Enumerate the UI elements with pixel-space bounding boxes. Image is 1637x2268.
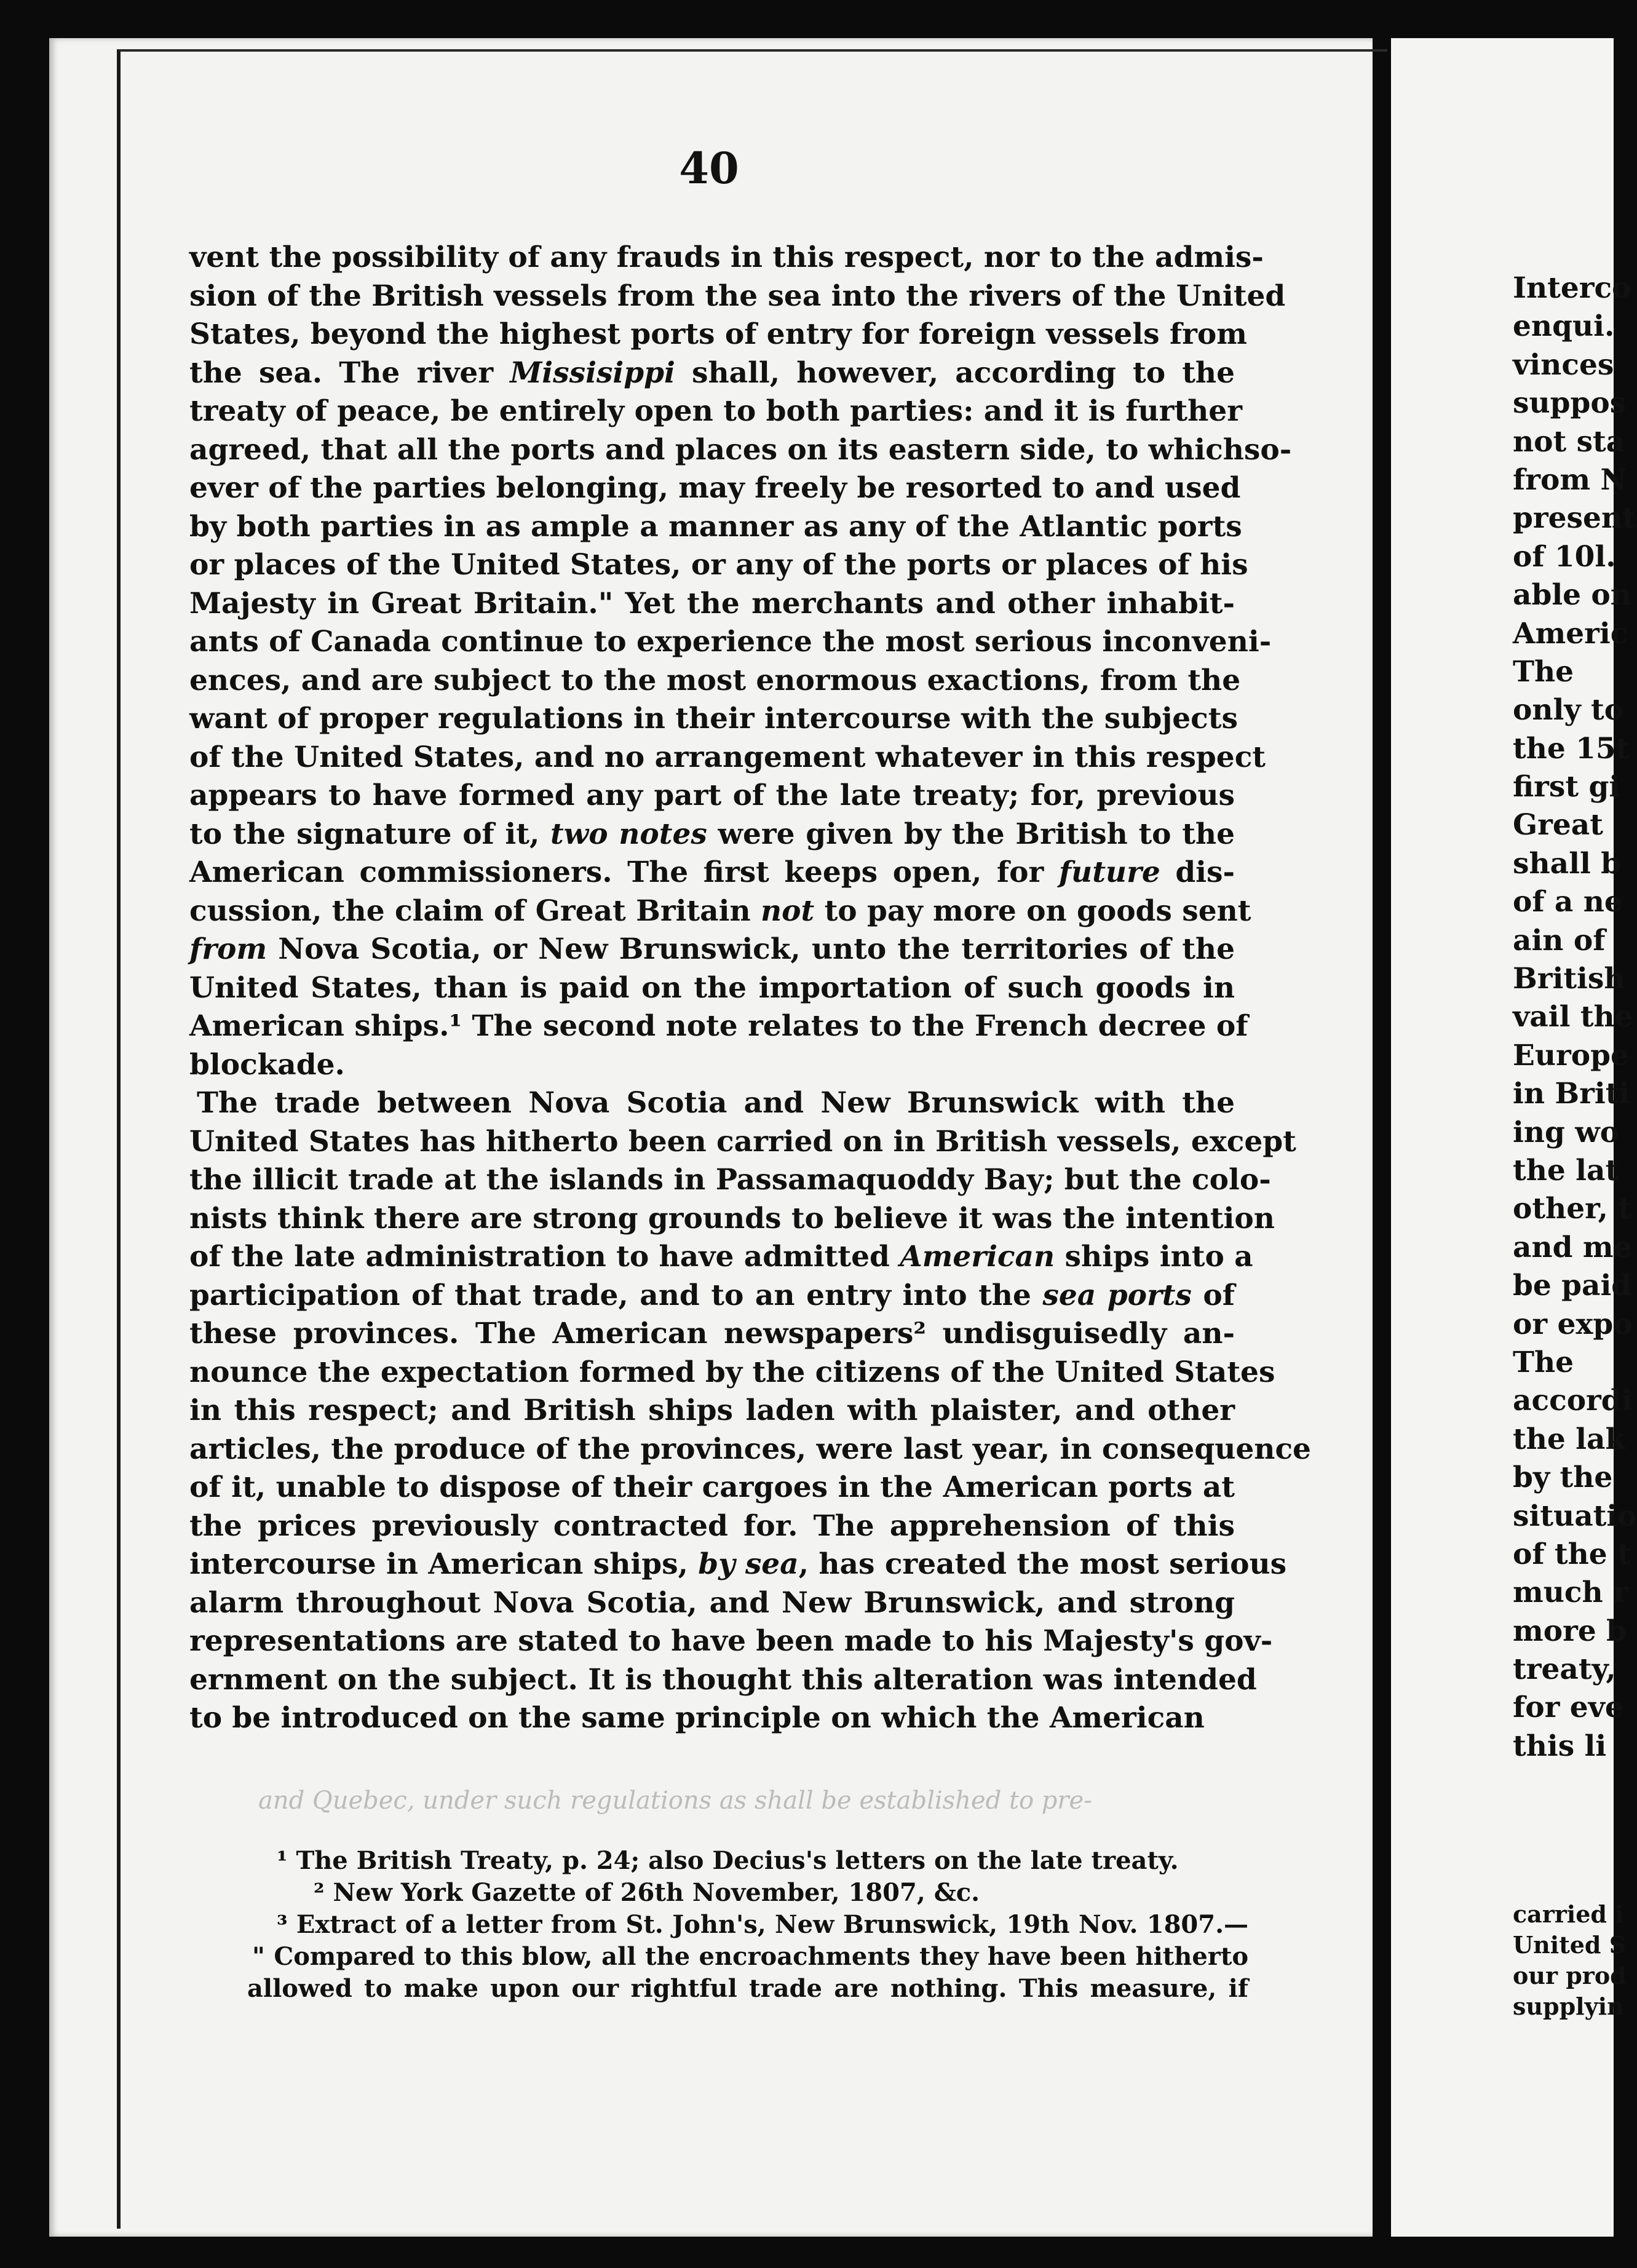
right-text-line: or expo (1513, 1307, 1633, 1341)
bleed-through-text: and Quebec, under such regulations as shall be established to pre- (258, 1786, 1092, 1815)
text-line: United States, than is paid on the importation of such goods in (189, 970, 1235, 1005)
text-line: cussion, the claim of Great Britain not to pay more on goods sent (189, 894, 1251, 928)
right-text-line: the lat (1513, 1153, 1619, 1188)
text-line: American commissioners. The first keeps open, for future dis- (189, 855, 1235, 889)
right-text-line: accordi (1513, 1384, 1633, 1418)
text-line: sion of the British vessels from the sea into the rivers of the United (189, 279, 1286, 313)
text-line: to the signature of it, two notes were given by the British to the (189, 817, 1235, 851)
right-text-line: from N (1513, 462, 1627, 497)
text-line: vent the possibility of any frauds in this respect, nor to the admis- (189, 240, 1264, 274)
text-line: from Nova Scotia, or New Brunswick, unto the territories of the (189, 932, 1235, 966)
text-line: nounce the expectation formed by the citizens of the United States (189, 1355, 1275, 1389)
text-line: of the United States, and no arrangement whatever in this respect (189, 740, 1266, 774)
text-line: American ships.¹ The second note relates to the French decree of (189, 1009, 1248, 1043)
right-text-line: suppos (1513, 386, 1627, 421)
right-text-line: ing wo (1513, 1115, 1620, 1149)
text-line: United States has hitherto been carried on in British vessels, except (189, 1124, 1296, 1159)
right-text-line: first gi (1513, 770, 1620, 804)
text-line: States, beyond the highest ports of entry for foreign vessels from (189, 317, 1247, 351)
right-text-line: The (1513, 654, 1574, 689)
text-line: participation of that trade, and to an entry into the sea ports of (189, 1278, 1235, 1312)
right-text-line: enqui. (1513, 309, 1615, 344)
text-line: in this respect; and British ships laden with plaister, and other (189, 1394, 1235, 1427)
right-text-line: present (1513, 501, 1636, 536)
text-line: ever of the parties belonging, may freely be resorted to and used (189, 471, 1241, 505)
text-line: representations are stated to have been made to his Majesty's gov- (189, 1624, 1273, 1658)
text-line: appears to have formed any part of the late treaty; for, previous (189, 779, 1235, 812)
right-text-line: not sta (1513, 424, 1625, 459)
text-line: or places of the United States, or any of the ports or places of his (189, 548, 1248, 582)
right-text-line: other, t (1513, 1192, 1631, 1226)
text-line: The trade between Nova Scotia and New Brunswick with the (197, 1086, 1235, 1120)
right-footnote-line: United S (1513, 1931, 1627, 1959)
right-text-line: of the t (1513, 1537, 1631, 1571)
right-text-line: for eve (1513, 1691, 1623, 1725)
footnote-line: ¹ The British Treaty, p. 24; also Decius's letters on the late treaty. (277, 1846, 1179, 1875)
right-text-line: of a ne (1513, 885, 1623, 919)
text-line: to be introduced on the same principle on which the American (189, 1701, 1205, 1735)
right-text-line: Great (1513, 808, 1603, 843)
text-line: these provinces. The American newspapers² undisguisedly an- (189, 1317, 1235, 1350)
text-line: ants of Canada continue to experience the most serious inconveni- (189, 625, 1272, 659)
text-line: of the late administration to have admitted American ships into a (189, 1240, 1253, 1274)
text-line: alarm throughout Nova Scotia, and New Brunswick, and strong (189, 1585, 1235, 1620)
text-line: Majesty in Great Britain." Yet the merchants and other inhabit- (189, 586, 1235, 621)
right-text-line: treaty, (1513, 1652, 1616, 1687)
text-line: the illicit trade at the islands in Passamaquoddy Bay; but the colo- (189, 1163, 1271, 1197)
right-text-line: The (1513, 1345, 1574, 1379)
right-text-line: able on (1513, 578, 1631, 613)
right-text-line: of 10l. (1513, 539, 1616, 574)
right-text-line: the 15t (1513, 731, 1630, 766)
text-line: treaty of peace, be entirely open to both parties: and it is further (189, 394, 1242, 428)
text-line: want of proper regulations in their intercourse with the subjects (189, 702, 1238, 736)
right-footnote-line: supplyin (1513, 1992, 1624, 2020)
right-text-line: ain of (1513, 923, 1606, 958)
right-text-line: situatio (1513, 1499, 1637, 1533)
text-line: intercourse in American ships, by sea, has created the most serious (189, 1547, 1287, 1581)
footnote-line: ² New York Gazette of 26th November, 1807, &c. (314, 1878, 980, 1907)
right-text-line: much r (1513, 1576, 1628, 1610)
right-footnote-line: carried i (1513, 1900, 1624, 1928)
right-text-line: only to (1513, 693, 1624, 728)
footnotes (247, 1845, 1248, 2005)
right-text-line: vail the (1513, 1000, 1633, 1034)
right-text-line: by the (1513, 1461, 1613, 1495)
right-page-footnotes (1513, 1899, 1627, 2022)
text-line: ences, and are subject to the most enormous exactions, from the (189, 663, 1241, 697)
right-text-line: British (1513, 962, 1625, 996)
right-text-line: and me (1513, 1230, 1632, 1264)
right-text-line: Europe (1513, 1038, 1629, 1073)
text-line: by both parties in as ample a manner as any of the Atlantic ports (189, 509, 1242, 544)
text-line: the sea. The river Missisippi shall, however, according to the (189, 355, 1235, 390)
text-line: ernment on the subject. It is thought this alteration was intended (189, 1662, 1257, 1697)
right-text-line: Interco (1513, 271, 1631, 305)
text-line: blockade. (189, 1047, 345, 1082)
text-line: nists think there are strong grounds to believe it was the intention (189, 1201, 1275, 1235)
body-text (189, 239, 1311, 1738)
right-text-line: in Briti (1513, 1077, 1630, 1111)
right-text-line: this li (1513, 1729, 1607, 1763)
right-text-line: more b (1513, 1614, 1627, 1648)
footnote-line: ³ Extract of a letter from St. John's, New Brunswick, 19th Nov. 1807.— (277, 1910, 1248, 1939)
footnote-line: allowed to make upon our rightful trade are nothing. This measure, if (247, 1974, 1248, 2003)
page-number: 40 (679, 143, 739, 194)
text-line: agreed, that all the ports and places on its eastern side, to whichso- (189, 432, 1292, 467)
text-line: articles, the produce of the provinces, were last year, in consequence (189, 1432, 1311, 1466)
right-footnote-line: our prod (1513, 1962, 1627, 1989)
right-text-line: vinces (1513, 347, 1614, 382)
right-text-line: Americ (1513, 616, 1628, 651)
right-page-text (1513, 269, 1637, 1766)
right-text-line: be paid (1513, 1269, 1632, 1303)
text-line: of it, unable to dispose of their cargoes in the American ports at (189, 1470, 1235, 1504)
text-line: the prices previously contracted for. The apprehension of this (189, 1509, 1235, 1543)
right-text-line: the lak (1513, 1422, 1626, 1456)
right-text-line: shall b (1513, 846, 1622, 881)
footnote-line: " Compared to this blow, all the encroachments they have been hitherto (252, 1942, 1248, 1971)
